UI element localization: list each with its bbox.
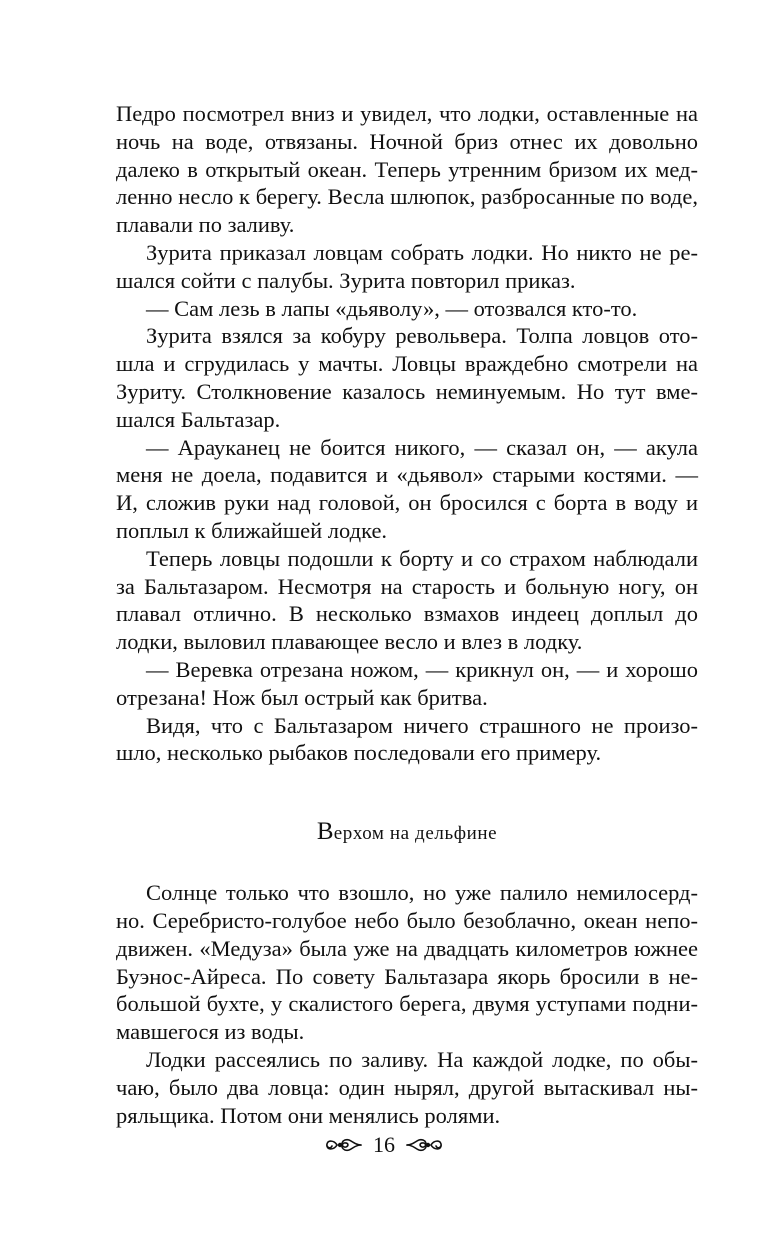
page-number: 16 — [373, 1132, 395, 1157]
paragraph-6: Теперь ловцы подошли к борту и со страхом наблюдали за Бальтазаром. Несмотря на старость и больную ногу, он плавал отлично. В несколько взмахов индеец доплыл до лодки, выловил плавающее весло и влез в лодку. — [116, 545, 698, 655]
paragraph-2: Зурита приказал ловцам собрать лодки. Но никто не решался сойти с палубы. Зурита повторил приказ. — [116, 239, 698, 293]
chapter-title-initial: В — [316, 818, 334, 846]
paragraph-5: — Арауканец не боится никого, — сказал он, — акула меня не доела, подавится и «дьявол» старыми костями. — И, сложив руки над головой, он бросился с борта в воду и поплыл к ближайшей лодке. — [116, 434, 698, 543]
flourish-left-icon — [323, 1134, 363, 1156]
flourish-right-icon — [405, 1134, 445, 1156]
paragraph-4: Зурита взялся за кобуру револьвера. Толпа ловцов отошла и сгрудилась у мачты. Ловцы враждебно смотрели на Зуриту. Столкновение казалось неминуемым. Но тут вмешался Бальтазар. — [116, 323, 698, 432]
paragraph-8: Видя, что с Бальтазаром ничего страшного не произошло, несколько рыбаков последовали его примеру. — [116, 712, 698, 766]
paragraph-1: Педро посмотрел вниз и увидел, что лодки, оставленные на ночь на воде, отвязаны. Ночной бриз отнес их довольно далеко в открытый океан. Теперь утренним бризом их медленно несло к берегу. Весла шлюпок, разбросанные по воде, плавали по заливу. — [116, 101, 698, 238]
page-footer — [0, 1133, 768, 1157]
book-page — [116, 100, 698, 1129]
paragraph-3: — Сам лезь в лапы «дьяволу», — отозвался кто-то. — [146, 295, 638, 321]
chapter-paragraph-1: Солнце только что взошло, но уже палило немилосердно. Серебристо-голубое небо было безоблачно, океан неподвижен. «Медуза» была уже на двадцать километров южнее Буэнос-Айреса. По совету Бальтазара якорь бросили в небольшой бухте, у скалистого берега, двумя уступами поднимавшегося из воды. — [116, 880, 698, 1045]
chapter-title-rest: ерхом на дельфине — [333, 823, 498, 845]
paragraph-7: — Веревка отрезана ножом, — крикнул он, — и хорошо отрезана! Нож был острый как бритва. — [116, 656, 698, 710]
chapter-paragraph-2: Лодки рассеялись по заливу. На каждой лодке, по обычаю, было два ловца: один нырял, другой вытаскивал ныряльщика. Потом они менялись ролями. — [116, 1046, 698, 1128]
chapter-title — [116, 817, 698, 849]
